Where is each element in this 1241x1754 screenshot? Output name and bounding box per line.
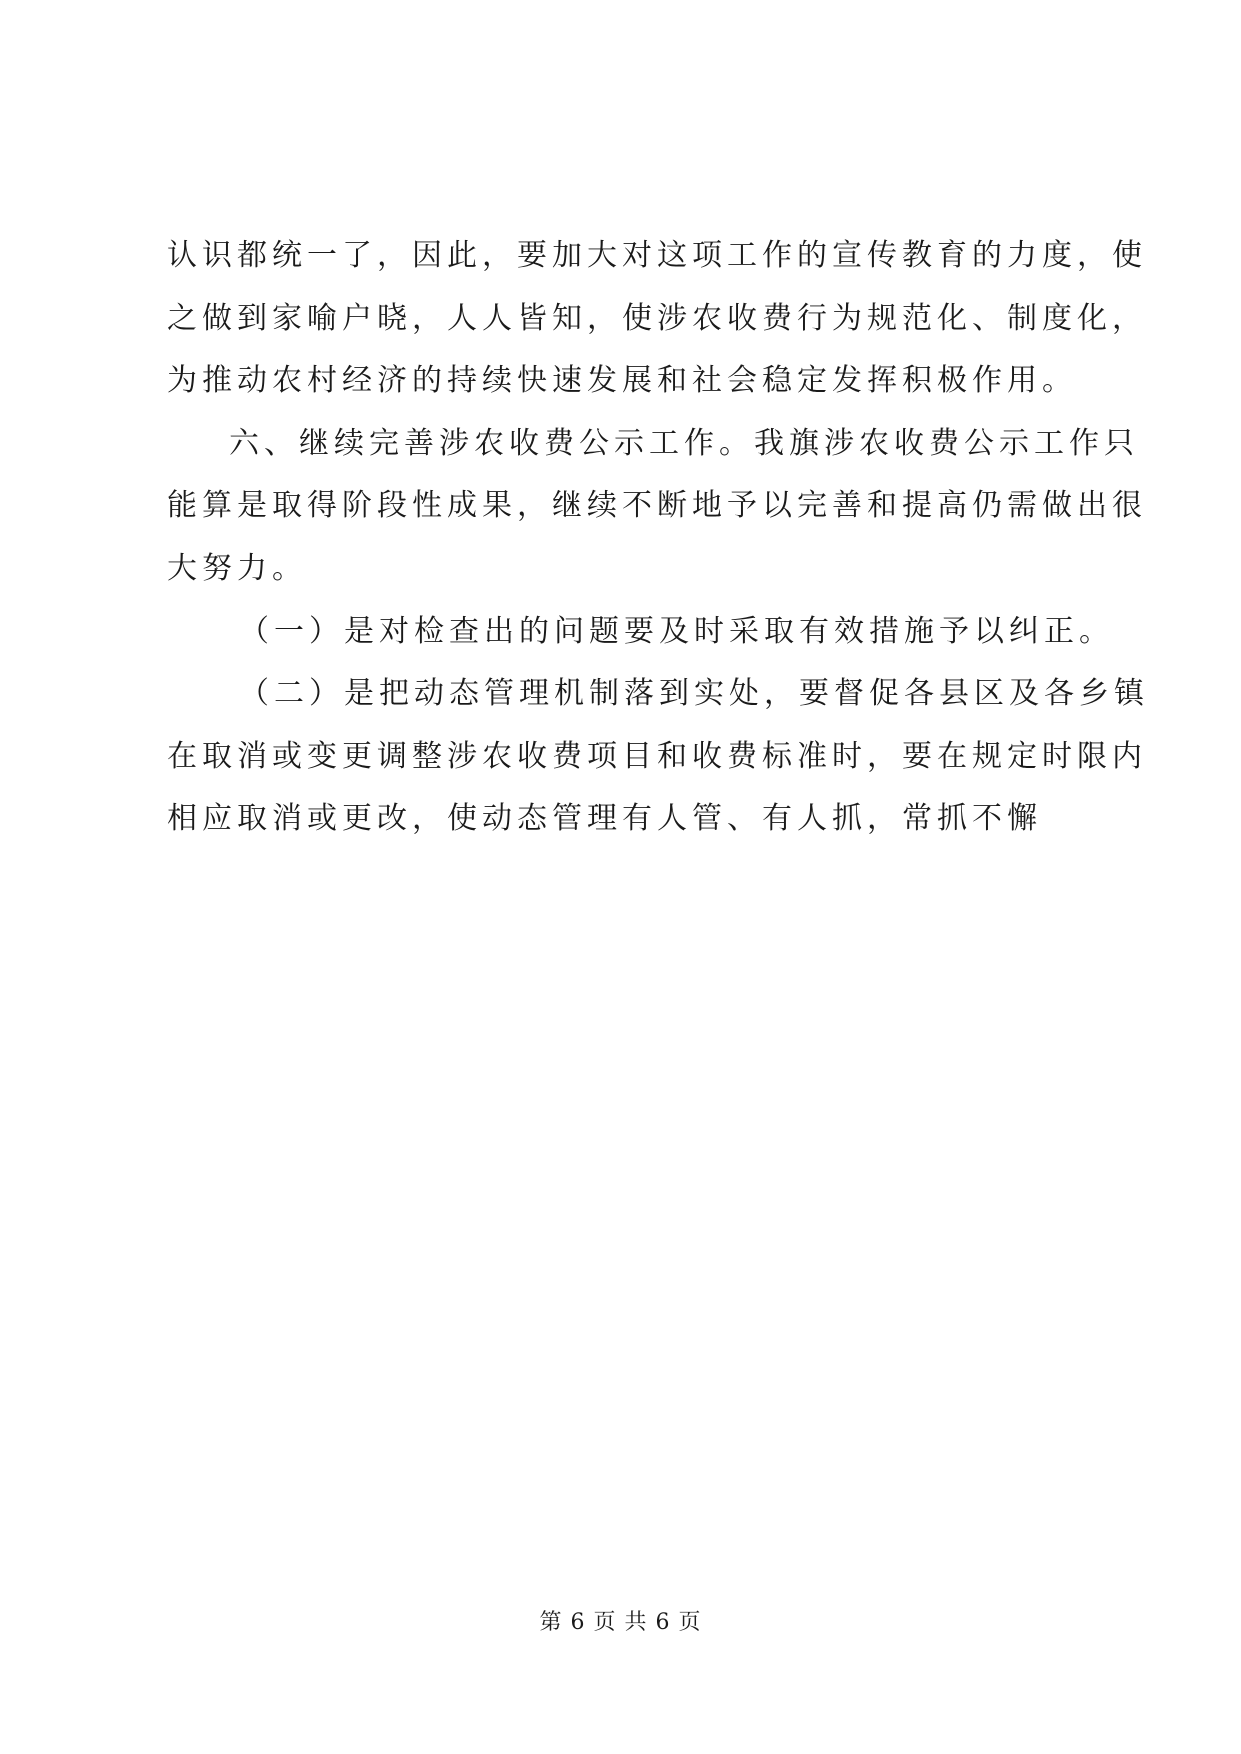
list-item-line: （二）是把动态管理机制落到实处，要督促各县区及各乡镇 bbox=[239, 676, 1149, 711]
paragraph-line: 为推动农村经济的持续快速发展和社会稳定发挥积极作用。 bbox=[167, 363, 1077, 398]
list-item-line: （一）是对检查出的问题要及时采取有效措施予以纠正。 bbox=[239, 614, 1114, 649]
paragraph-line: 相应取消或更改，使动态管理有人管、有人抓，常抓不懈 bbox=[167, 801, 1042, 836]
paragraph-line: 能算是取得阶段性成果，继续不断地予以完善和提高仍需做出很 bbox=[167, 488, 1147, 523]
paragraph-line: 在取消或变更调整涉农收费项目和收费标准时，要在规定时限内 bbox=[167, 739, 1147, 774]
page-footer: 第 6 页 共 6 页 bbox=[539, 1610, 702, 1635]
paragraph-line: 认识都统一了，因此，要加大对这项工作的宣传教育的力度，使 bbox=[167, 238, 1147, 273]
paragraph-line: 大努力。 bbox=[167, 551, 307, 586]
paragraph-line: 之做到家喻户晓，人人皆知，使涉农收费行为规范化、制度化， bbox=[167, 301, 1147, 336]
section-heading-line: 六、继续完善涉农收费公示工作。我旗涉农收费公示工作只 bbox=[229, 426, 1139, 461]
